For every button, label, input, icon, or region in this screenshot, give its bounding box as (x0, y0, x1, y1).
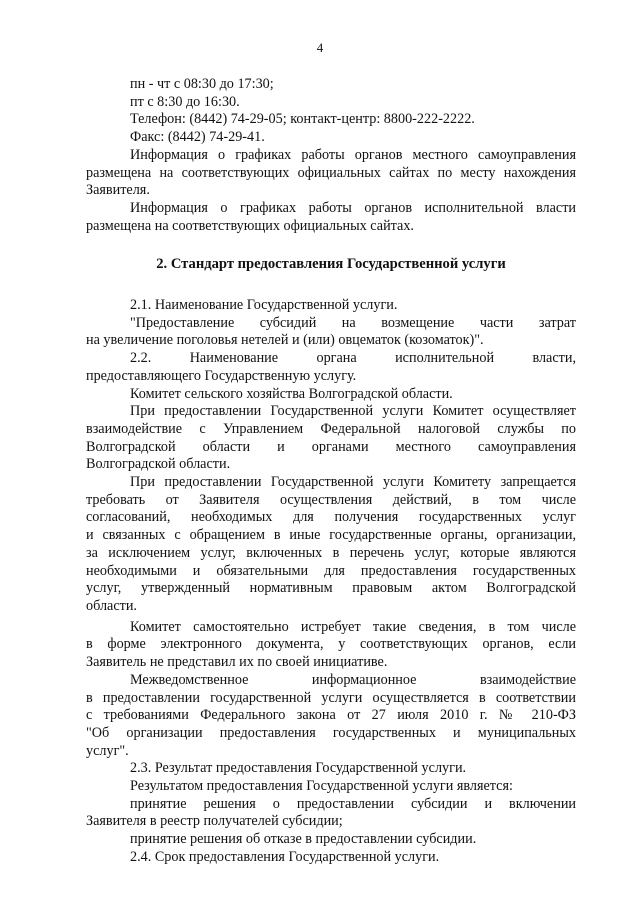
service-name-line-2: на увеличение поголовья нетелей и (или) овцематок (козоматок)". (86, 332, 484, 349)
self-request-line-2: в форме электронного документа, у соответствующих органов, если (86, 636, 576, 653)
result-option-a-line-1: принятие решения о предоставлении субсидии и включении (130, 795, 576, 812)
prohibited-line-5: за исключением услуг, включенных в перечень услуг, которые являются (86, 544, 576, 561)
self-request-line-1: Комитет самостоятельно истребует такие сведения, в том числе (130, 618, 576, 635)
prohibited-line-3: согласований, необходимых для получения государственных услуг (86, 509, 576, 526)
interdept-line-1: Межведомственное информационное взаимодействие (130, 671, 576, 688)
schedule-friday: пт с 8:30 до 16:30. (130, 93, 240, 110)
schedule-weekdays: пн - чт с 08:30 до 17:30; (130, 76, 274, 92)
info-exec-line-2: размещена на соответствующих официальных сайтах. (86, 217, 414, 234)
prohibited-line-8: области. (86, 597, 137, 614)
section-2-1-title: 2.1. Наименование Государственной услуги. (130, 297, 398, 314)
interdept-line-2: в предоставлении государственной услуги осуществляется в соответствии (86, 689, 576, 706)
info-local-line-2: размещена на соответствующих официальных сайтах по месту нахождения (86, 164, 576, 181)
info-local-line-3: Заявителя. (86, 182, 150, 199)
info-local-line-1: Информация о графиках работы органов местного самоуправления (130, 146, 576, 163)
prohibited-line-2: требовать от Заявителя осуществления действий, в том числе (86, 491, 576, 508)
section-2-2-line-2: предоставляющего Государственную услугу. (86, 367, 357, 384)
prohibited-line-1: При предоставлении Государственной услуги Комитету запрещается (130, 474, 576, 491)
prohibited-line-7: услуг, утвержденный нормативным правовым актом Волгоградской (86, 580, 576, 597)
self-request-line-3: Заявитель не представил их по своей инициативе. (86, 654, 388, 671)
service-name-line-1: "Предоставление субсидий на возмещение части затрат (130, 314, 576, 331)
section-2-2-line-1: 2.2. Наименование органа исполнительной власти, (130, 350, 576, 367)
interdept-line-5: услуг". (86, 742, 129, 759)
interdept-line-4: "Об организации предоставления государственных и муниципальных (86, 724, 576, 741)
page-number: 4 (316, 40, 324, 55)
document-body (86, 76, 576, 867)
interaction-line-1: При предоставлении Государственной услуги Комитет осуществляет (130, 403, 576, 420)
phone-line: Телефон: (8442) 74-29-05; контакт-центр: 8800-222-2222. (130, 111, 475, 128)
result-option-b: принятие решения об отказе в предоставлении субсидии. (130, 831, 477, 848)
result-option-a-line-2: Заявителя в реестр получателей субсидии; (86, 813, 343, 830)
section-title: 2. Стандарт предоставления Государственной услуги (156, 256, 506, 273)
interaction-line-3: Волгоградской области и органами местного самоуправления (86, 438, 576, 455)
section-2-3-title: 2.3. Результат предоставления Государственной услуги. (130, 760, 467, 777)
fax-line: Факс: (8442) 74-29-41. (130, 129, 265, 146)
interdept-line-3: с требованиями Федерального закона от 27 июля 2010 г. № 210-ФЗ (86, 707, 576, 724)
prohibited-line-6: необходимыми и обязательными для предоставления государственных (86, 562, 576, 579)
prohibited-line-4: и связанных с обращением в иные государственные органы, организации, (86, 527, 576, 544)
result-intro: Результатом предоставления Государственной услуги является: (130, 778, 513, 795)
section-2-4-title: 2.4. Срок предоставления Государственной услуги. (130, 848, 440, 865)
interaction-line-4: Волгоградской области. (86, 456, 231, 473)
info-exec-line-1: Информация о графиках работы органов исполнительной власти (130, 199, 576, 216)
committee-name: Комитет сельского хозяйства Волгоградской области. (130, 385, 453, 402)
interaction-line-2: взаимодействие с Управлением Федеральной налоговой службы по (86, 420, 576, 437)
